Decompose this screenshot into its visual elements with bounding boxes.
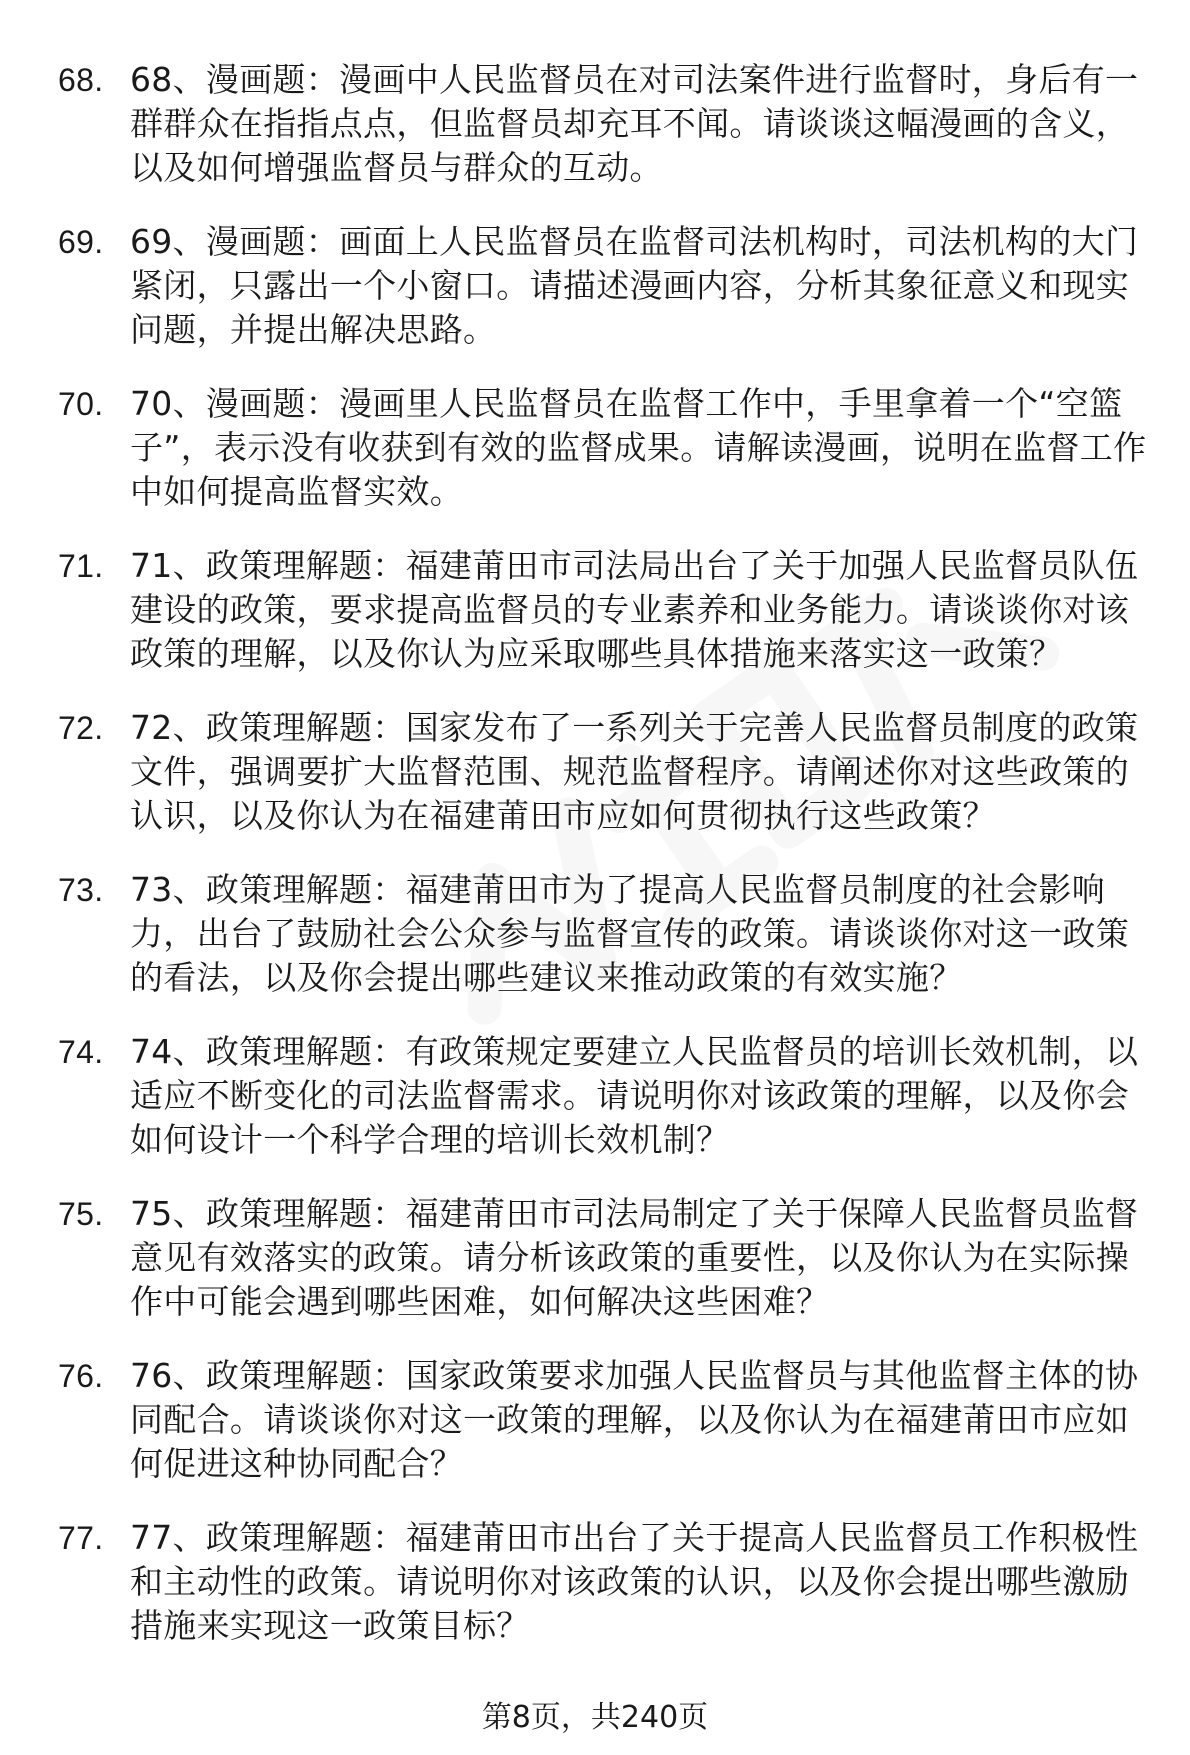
question-text: 71、政策理解题：福建莆田市司法局出台了关于加强人民监督员队伍建设的政策，要求提高监督员的专业素养和业务能力。请谈谈你对该政策的理解，以及你认为应采取哪些具体措施来落实这一政策？ (130, 546, 1139, 673)
question-text: 69、漫画题：画面上人民监督员在监督司法机构时，司法机构的大门紧闭，只露出一个小窗口。请描述漫画内容，分析其象征意义和现实问题，并提出解决思路。 (130, 222, 1139, 349)
question-number: 69. (58, 224, 104, 260)
question-item-72 (0, 706, 1190, 838)
question-text: 75、政策理解题：福建莆田市司法局制定了关于保障人民监督员监督意见有效落实的政策。请分析该政策的重要性，以及你认为在实际操作中可能会遇到哪些困难，如何解决这些困难？ (130, 1194, 1139, 1321)
question-item-76 (0, 1354, 1190, 1486)
question-item-68 (0, 58, 1190, 190)
question-text: 70、漫画题：漫画里人民监督员在监督工作中，手里拿着一个“空篮子”，表示没有收获到有效的监督成果。请解读漫画，说明在监督工作中如何提高监督实效。 (130, 384, 1147, 511)
question-number: 77. (58, 1520, 104, 1556)
question-text: 68、漫画题：漫画中人民监督员在对司法案件进行监督时，身后有一群群众在指指点点，但监督员却充耳不闻。请谈谈这幅漫画的含义，以及如何增强监督员与群众的互动。 (130, 60, 1139, 187)
question-text: 74、政策理解题：有政策规定要建立人民监督员的培训长效机制，以适应不断变化的司法监督需求。请说明你对该政策的理解，以及你会如何设计一个科学合理的培训长效机制？ (130, 1032, 1139, 1159)
question-number: 71. (58, 548, 104, 584)
question-number: 74. (58, 1034, 104, 1070)
question-item-73 (0, 868, 1190, 1000)
question-item-70 (0, 382, 1190, 514)
question-number: 73. (58, 872, 104, 908)
question-number: 70. (58, 386, 104, 422)
question-item-69 (0, 220, 1190, 352)
question-number: 76. (58, 1358, 104, 1394)
question-item-77 (0, 1516, 1190, 1648)
question-number: 68. (58, 62, 104, 98)
question-item-75 (0, 1192, 1190, 1324)
question-number: 75. (58, 1196, 104, 1232)
question-item-74 (0, 1030, 1190, 1162)
question-text: 76、政策理解题：国家政策要求加强人民监督员与其他监督主体的协同配合。请谈谈你对这一政策的理解，以及你认为在福建莆田市应如何促进这种协同配合？ (130, 1356, 1139, 1483)
question-item-71 (0, 544, 1190, 676)
question-text: 72、政策理解题：国家发布了一系列关于完善人民监督员制度的政策文件，强调要扩大监督范围、规范监督程序。请阐述你对这些政策的认识，以及你认为在福建莆田市应如何贯彻执行这些政策？ (130, 708, 1139, 835)
question-list (0, 58, 1190, 1678)
question-number: 72. (58, 710, 104, 746)
question-text: 77、政策理解题：福建莆田市出台了关于提高人民监督员工作积极性和主动性的政策。请说明你对该政策的认识，以及你会提出哪些激励措施来实现这一政策目标？ (130, 1518, 1139, 1645)
question-text: 73、政策理解题：福建莆田市为了提高人民监督员制度的社会影响力，出台了鼓励社会公众参与监督宣传的政策。请谈谈你对这一政策的看法，以及你会提出哪些建议来推动政策的有效实施？ (130, 870, 1129, 997)
page-number-footer: 第8页，共240页 (481, 1700, 709, 1735)
